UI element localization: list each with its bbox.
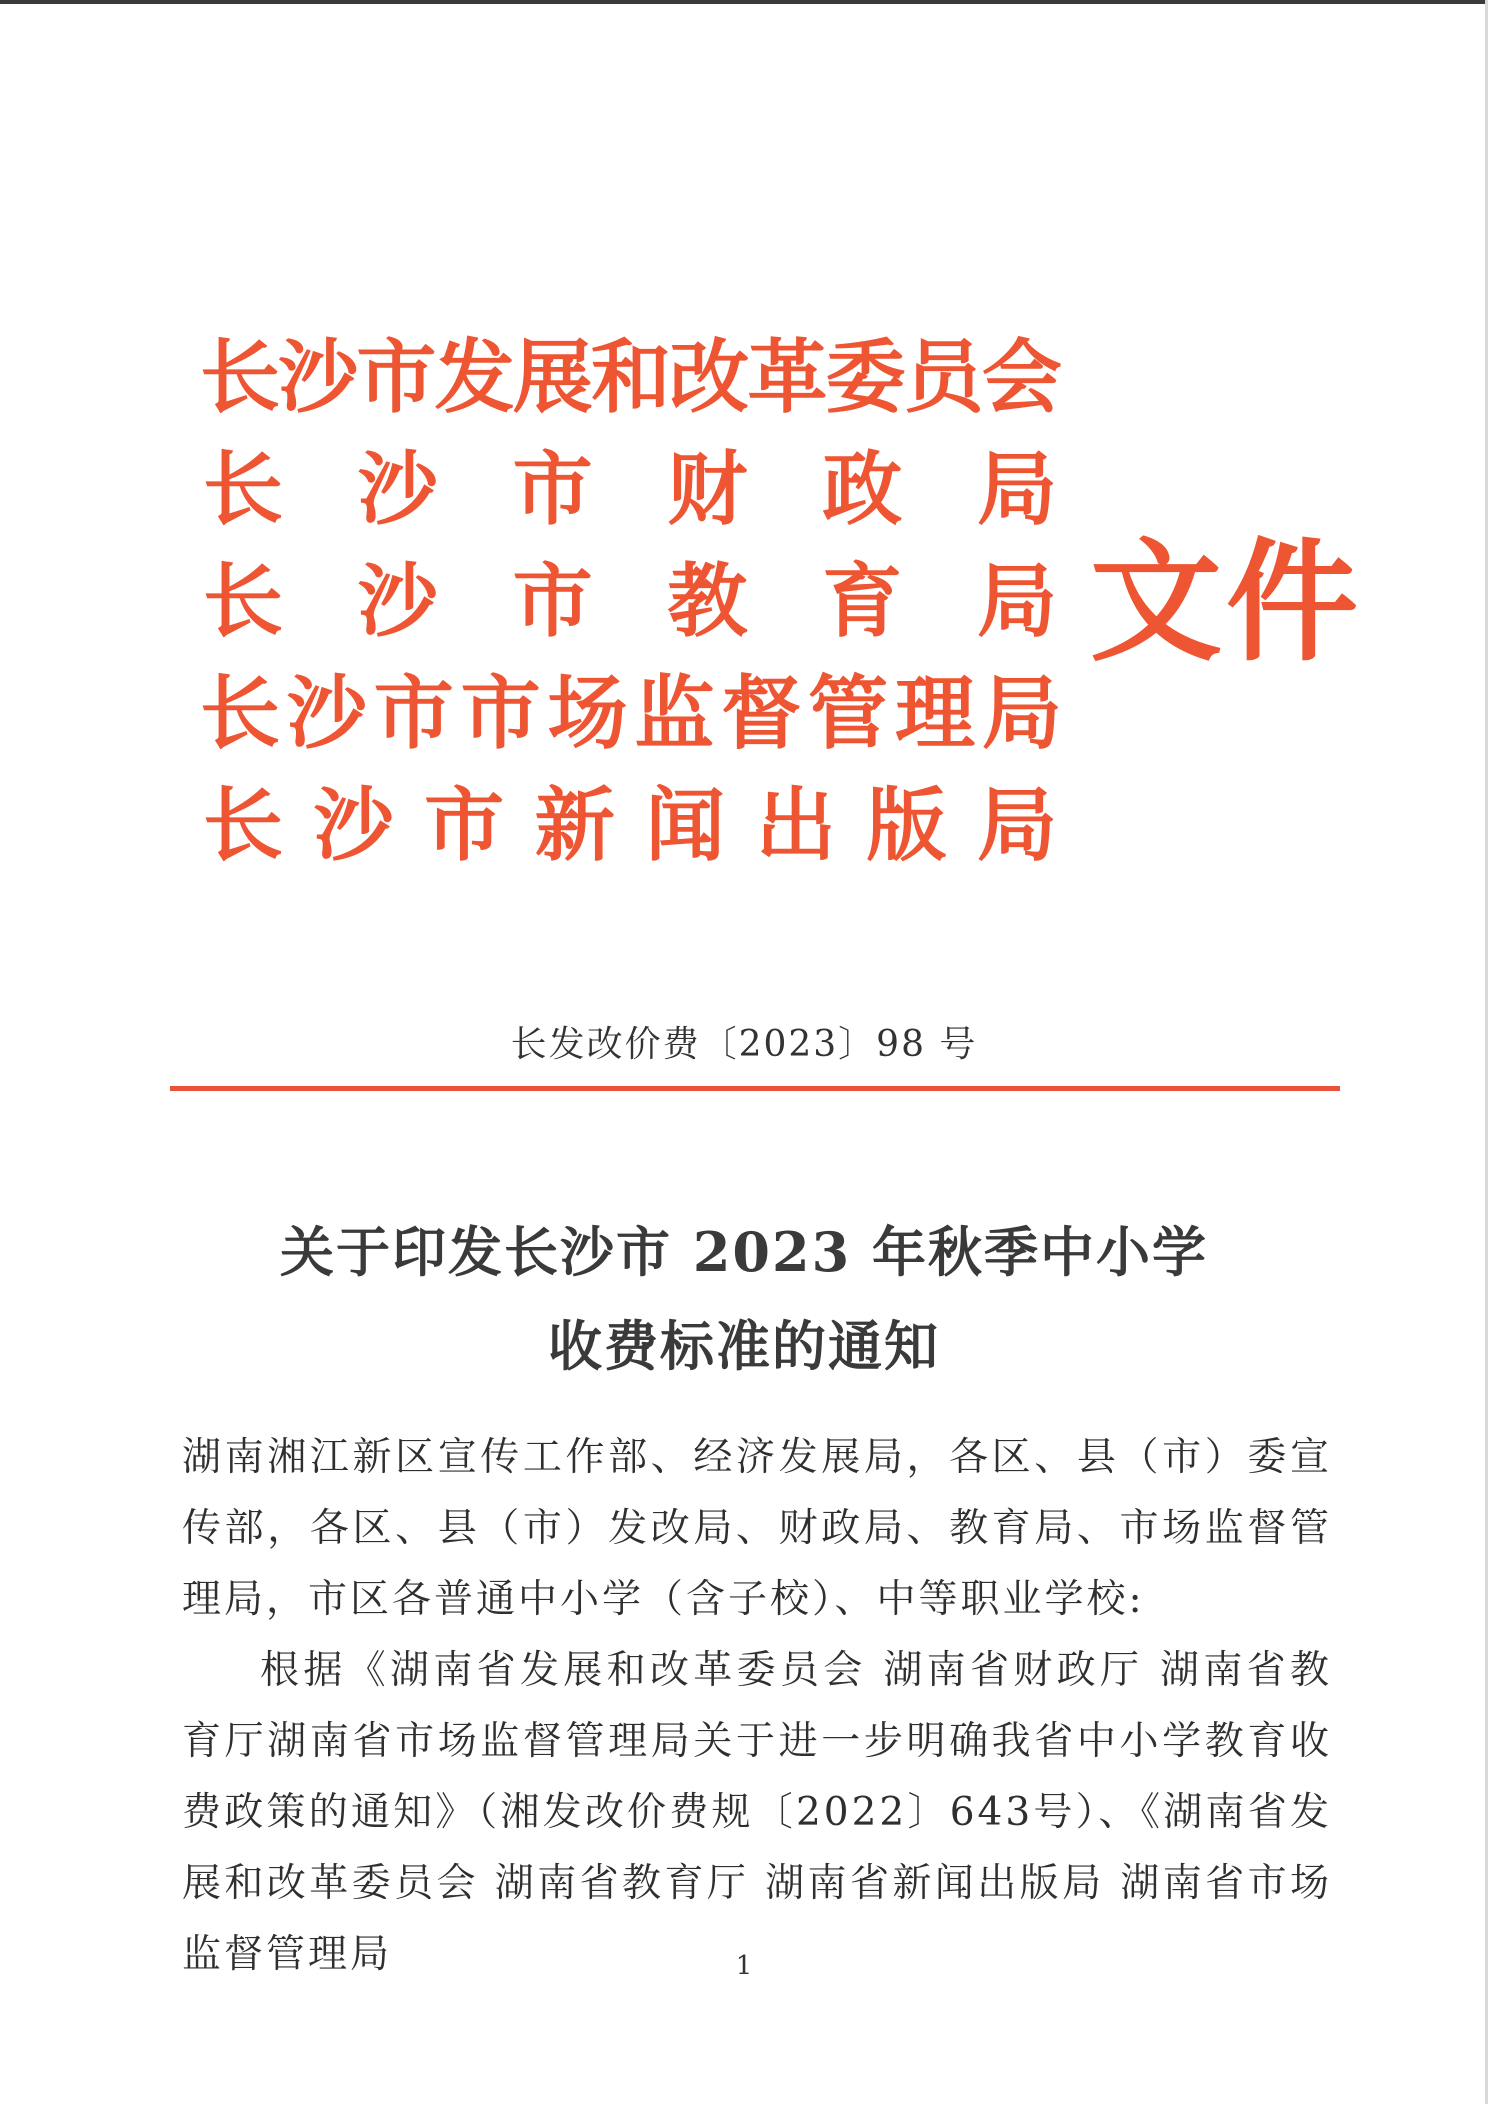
issuer-line-4 — [200, 658, 1060, 770]
issuer-char: 沙 — [357, 443, 438, 536]
issuer-char: 市 — [356, 331, 437, 424]
document-body — [182, 1422, 1332, 1990]
document-type-label: 文件 — [1090, 526, 1362, 680]
issuer-char: 展 — [512, 331, 593, 424]
issuer-char: 长 — [200, 331, 280, 424]
issuer-char: 理 — [895, 667, 975, 760]
issuer-line-3 — [200, 546, 1060, 658]
issuer-line-1 — [200, 322, 1060, 434]
issuer-char: 财 — [667, 443, 748, 536]
issuer-char: 发 — [434, 331, 515, 424]
issuer-char: 出 — [755, 779, 836, 872]
issuer-char: 版 — [866, 779, 947, 872]
issuer-char: 局 — [976, 779, 1057, 872]
issuer-char: 沙 — [357, 555, 438, 648]
issuer-char: 沙 — [278, 331, 359, 424]
issuer-char: 市 — [512, 555, 593, 648]
letterhead-issuers — [200, 322, 1060, 882]
document-number: 长发改价费〔2023〕98 号 — [510, 1024, 978, 1065]
issuer-char: 局 — [976, 443, 1057, 536]
issuer-char: 长 — [203, 443, 283, 536]
issuer-char: 新 — [534, 779, 615, 872]
issuer-char: 场 — [547, 667, 628, 760]
issuer-char: 革 — [747, 331, 828, 424]
issuer-char: 市 — [460, 667, 541, 760]
issuer-char: 政 — [822, 443, 903, 536]
issuer-char: 市 — [512, 443, 593, 536]
title-line-2: 收费标准的通知 — [548, 1314, 940, 1378]
issuer-line-5 — [200, 770, 1060, 882]
issuer-char: 和 — [590, 331, 671, 424]
title-line-1: 关于印发长沙市 2023 年秋季中小学 — [280, 1220, 1208, 1284]
issuer-char: 长 — [200, 667, 280, 760]
issuer-char: 局 — [981, 667, 1062, 760]
document-title — [0, 1205, 1488, 1393]
issuer-char: 局 — [976, 555, 1057, 648]
issuer-char: 沙 — [313, 779, 394, 872]
issuer-char: 改 — [669, 331, 750, 424]
issuer-char: 教 — [667, 555, 748, 648]
issuer-char: 闻 — [645, 779, 726, 872]
issuer-char: 管 — [808, 667, 889, 760]
issuer-char: 会 — [981, 331, 1062, 424]
body-paragraph-1: 根据《湖南省发展和改革委员会 湖南省财政厅 湖南省教育厅湖南省市场监督管理局关于进一步明确我省中小学教育收费政策的通知》（湘发改价费规〔2022〕643号）、《湖南省发展和改革委员会 湖南省教育厅 湖南省新闻出版局 湖南省市场监督管理局 — [182, 1648, 1332, 1977]
issuer-char: 长 — [203, 555, 283, 648]
addressee-paragraph: 湖南湘江新区宣传工作部、经济发展局，各区、县（市）委宣传部，各区、县（市）发改局、财政局、教育局、市场监督管理局，市区各普通中小学（含子校）、中等职业学校: — [182, 1435, 1332, 1622]
issuer-char: 督 — [721, 667, 802, 760]
page-number: 1 — [735, 1951, 753, 1981]
red-divider-line — [170, 1086, 1340, 1091]
page-top-edge — [0, 0, 1488, 4]
issuer-line-2 — [200, 434, 1060, 546]
issuer-char: 长 — [203, 779, 283, 872]
issuer-char: 员 — [903, 331, 984, 424]
issuer-char: 育 — [822, 555, 903, 648]
issuer-char: 沙 — [286, 667, 367, 760]
issuer-char: 市 — [424, 779, 505, 872]
issuer-char: 委 — [825, 331, 906, 424]
issuer-char: 监 — [634, 667, 715, 760]
issuer-char: 市 — [373, 667, 454, 760]
